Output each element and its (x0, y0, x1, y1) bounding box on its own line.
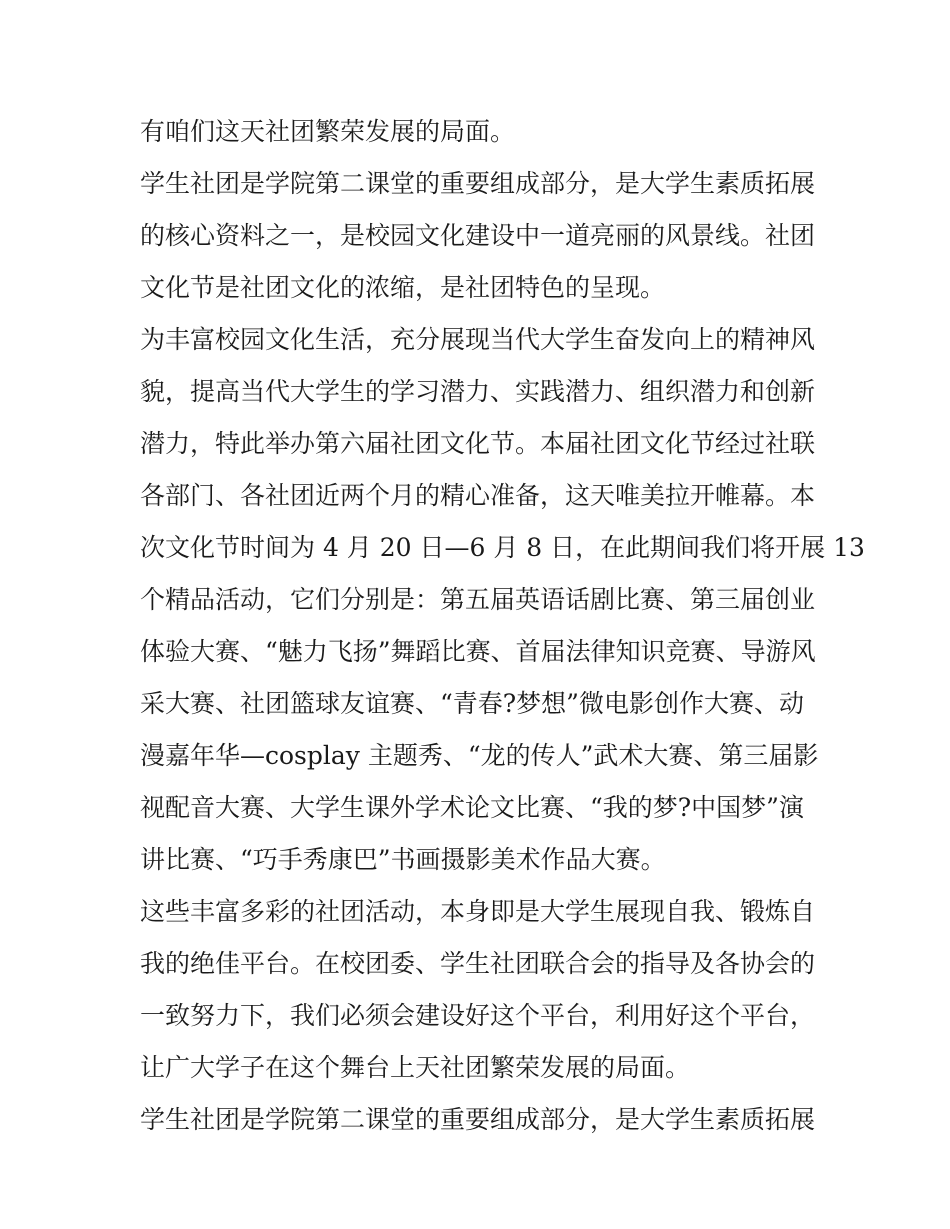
text-line: 这些丰富多彩的社团活动，本身即是大学生展现自我、锻炼自 (140, 897, 816, 926)
text-line: 文化节是社团文化的浓缩，是社团特色的呈现。 (140, 273, 666, 302)
text-line: 的核心资料之一，是校园文化建设中一道亮丽的风景线。社团 (140, 221, 816, 250)
text-line: 潜力，特此举办第六届社团文化节。本届社团文化节经过社联 (140, 429, 816, 458)
text-line: 次文化节时间为 4 月 20 日—6 月 8 日，在此期间我们将开展 13 (140, 533, 865, 562)
text-line: 有咱们这天社团繁荣发展的局面。 (140, 117, 516, 146)
text-line: 个精品活动，它们分别是：第五届英语话剧比赛、第三届创业 (140, 585, 816, 614)
text-line: 体验大赛、“魅力飞扬”舞蹈比赛、首届法律知识竞赛、导游风 (140, 637, 816, 666)
text-line: 采大赛、社团篮球友谊赛、“青春?梦想”微电影创作大赛、动 (140, 689, 804, 718)
text-line: 貌，提高当代大学生的学习潜力、实践潜力、组织潜力和创新 (140, 377, 816, 406)
text-line: 为丰富校园文化生活，充分展现当代大学生奋发向上的精神风 (140, 325, 816, 354)
text-line: 让广大学子在这个舞台上天社团繁荣发展的局面。 (140, 1053, 691, 1082)
text-line: 一致努力下，我们必须会建设好这个平台，利用好这个平台， (140, 1001, 816, 1030)
document-body (140, 106, 865, 1146)
text-line: 我的绝佳平台。在校团委、学生社团联合会的指导及各协会的 (140, 949, 816, 978)
text-line: 各部门、各社团近两个月的精心准备，这天唯美拉开帷幕。本 (140, 481, 816, 510)
text-line: 讲比赛、“巧手秀康巴”书画摄影美术作品大赛。 (140, 845, 666, 874)
text-line: 学生社团是学院第二课堂的重要组成部分，是大学生素质拓展 (140, 169, 816, 198)
text-line: 学生社团是学院第二课堂的重要组成部分，是大学生素质拓展 (140, 1105, 816, 1134)
text-line: 漫嘉年华—cosplay 主题秀、“龙的传人”武术大赛、第三届影 (140, 741, 819, 770)
text-line: 视配音大赛、大学生课外学术论文比赛、“我的梦?中国梦”演 (140, 793, 804, 822)
